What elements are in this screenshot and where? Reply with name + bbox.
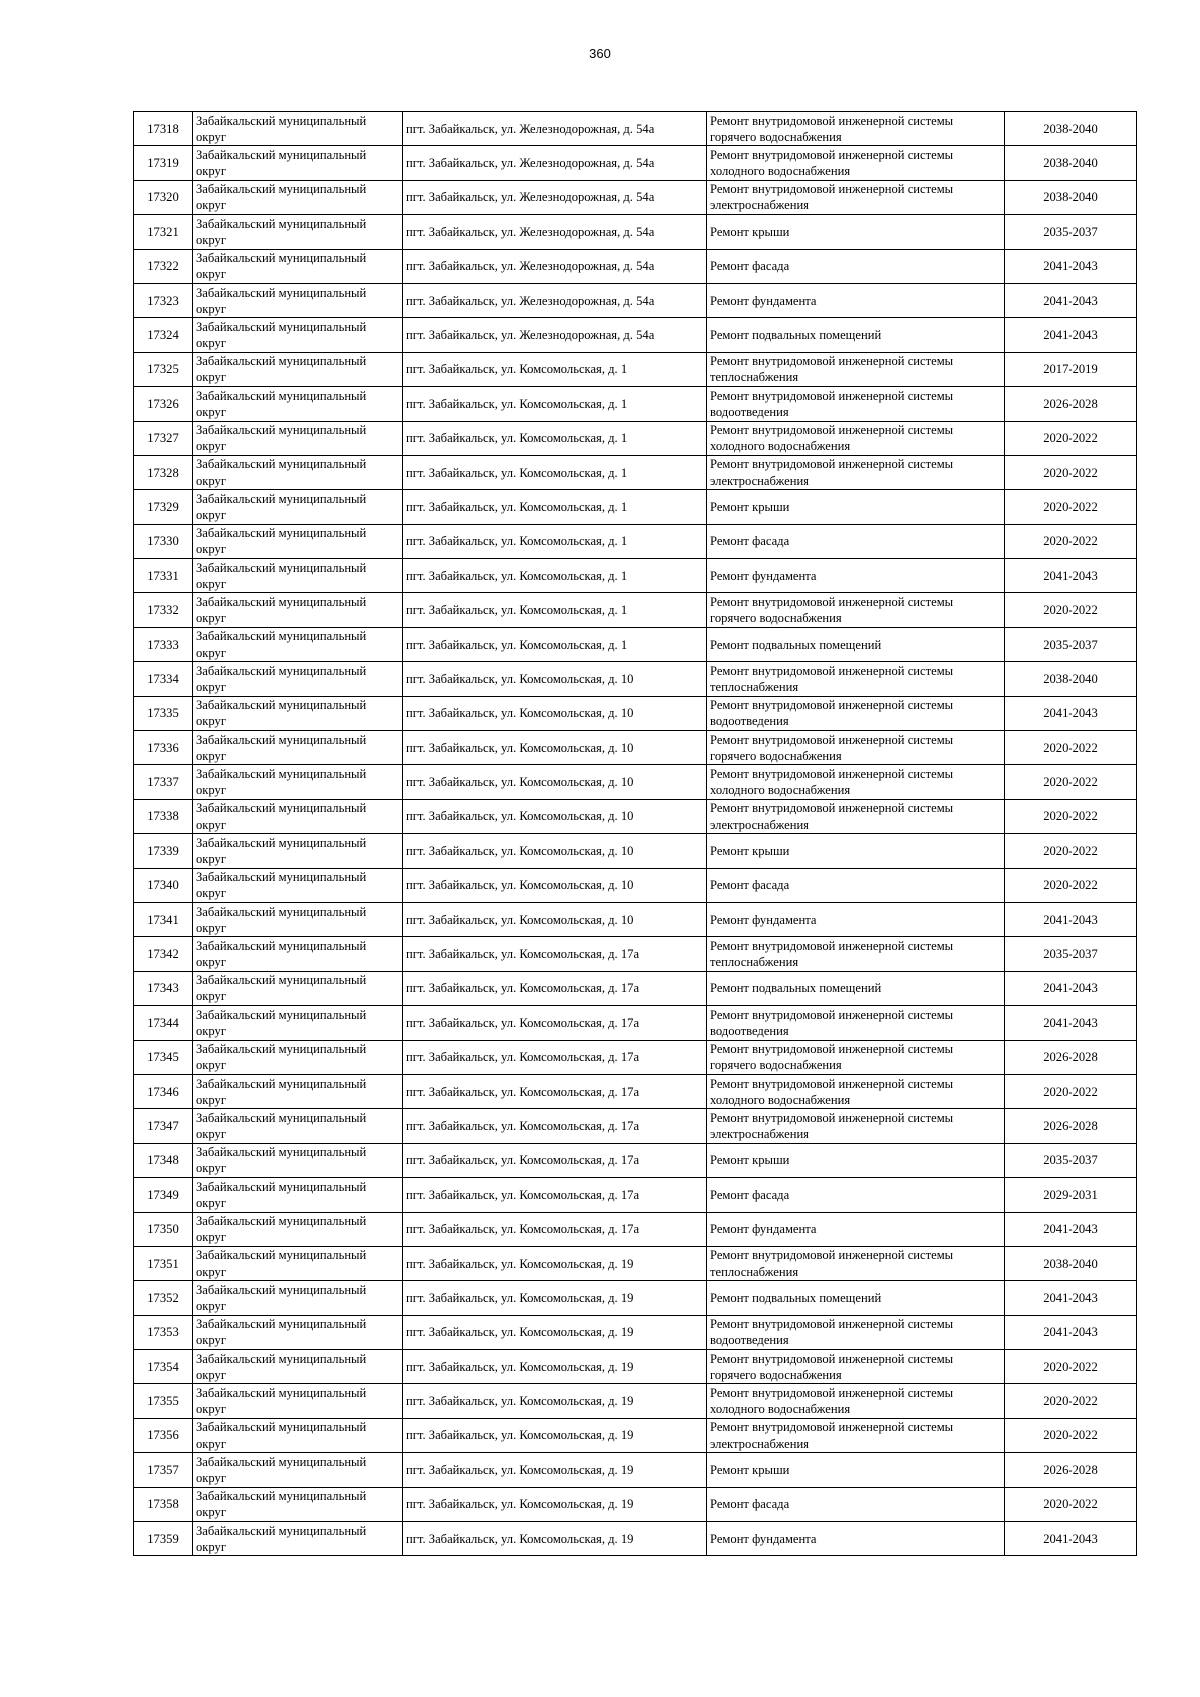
work-type-cell: Ремонт внутридомовой инженерной системы электроснабжения <box>707 1418 1005 1452</box>
table-row <box>134 971 1137 1005</box>
municipality-cell: Забайкальский муниципальный округ <box>193 1178 403 1212</box>
row-number-cell: 17347 <box>134 1109 193 1143</box>
work-type-cell: Ремонт внутридомовой инженерной системы холодного водоснабжения <box>707 765 1005 799</box>
address-cell: пгт. Забайкальск, ул. Комсомольская, д. 19 <box>403 1350 707 1384</box>
address-cell: пгт. Забайкальск, ул. Железнодорожная, д. 54а <box>403 249 707 283</box>
municipality-cell: Забайкальский муниципальный округ <box>193 1074 403 1108</box>
address-cell: пгт. Забайкальск, ул. Железнодорожная, д. 54а <box>403 146 707 180</box>
municipality-cell: Забайкальский муниципальный округ <box>193 1006 403 1040</box>
row-number-cell: 17332 <box>134 593 193 627</box>
municipality-cell: Забайкальский муниципальный округ <box>193 1143 403 1177</box>
work-type-cell: Ремонт крыши <box>707 1453 1005 1487</box>
work-type-cell: Ремонт фасада <box>707 1487 1005 1521</box>
work-type-cell: Ремонт внутридомовой инженерной системы холодного водоснабжения <box>707 146 1005 180</box>
address-cell: пгт. Забайкальск, ул. Комсомольская, д. 1 <box>403 593 707 627</box>
work-type-cell: Ремонт внутридомовой инженерной системы теплоснабжения <box>707 937 1005 971</box>
period-cell: 2041-2043 <box>1005 971 1137 1005</box>
work-type-cell: Ремонт внутридомовой инженерной системы холодного водоснабжения <box>707 1074 1005 1108</box>
address-cell: пгт. Забайкальск, ул. Комсомольская, д. 19 <box>403 1384 707 1418</box>
row-number-cell: 17355 <box>134 1384 193 1418</box>
period-cell: 2020-2022 <box>1005 455 1137 489</box>
municipality-cell: Забайкальский муниципальный округ <box>193 455 403 489</box>
address-cell: пгт. Забайкальск, ул. Комсомольская, д. 17а <box>403 1143 707 1177</box>
period-cell: 2041-2043 <box>1005 902 1137 936</box>
municipality-cell: Забайкальский муниципальный округ <box>193 868 403 902</box>
row-number-cell: 17341 <box>134 902 193 936</box>
table-row <box>134 318 1137 352</box>
repair-schedule-table <box>133 111 1137 1556</box>
address-cell: пгт. Забайкальск, ул. Комсомольская, д. 10 <box>403 868 707 902</box>
table-row <box>134 1074 1137 1108</box>
table-row <box>134 1040 1137 1074</box>
period-cell: 2020-2022 <box>1005 834 1137 868</box>
municipality-cell: Забайкальский муниципальный округ <box>193 593 403 627</box>
work-type-cell: Ремонт внутридомовой инженерной системы теплоснабжения <box>707 662 1005 696</box>
work-type-cell: Ремонт подвальных помещений <box>707 1281 1005 1315</box>
work-type-cell: Ремонт внутридомовой инженерной системы теплоснабжения <box>707 1246 1005 1280</box>
address-cell: пгт. Забайкальск, ул. Комсомольская, д. 10 <box>403 799 707 833</box>
period-cell: 2041-2043 <box>1005 1006 1137 1040</box>
period-cell: 2038-2040 <box>1005 180 1137 214</box>
address-cell: пгт. Забайкальск, ул. Комсомольская, д. 10 <box>403 765 707 799</box>
address-cell: пгт. Забайкальск, ул. Комсомольская, д. 19 <box>403 1315 707 1349</box>
municipality-cell: Забайкальский муниципальный округ <box>193 662 403 696</box>
address-cell: пгт. Забайкальск, ул. Комсомольская, д. 1 <box>403 387 707 421</box>
municipality-cell: Забайкальский муниципальный округ <box>193 490 403 524</box>
table-body <box>134 112 1137 1556</box>
row-number-cell: 17325 <box>134 352 193 386</box>
table-row <box>134 1178 1137 1212</box>
row-number-cell: 17335 <box>134 696 193 730</box>
period-cell: 2041-2043 <box>1005 318 1137 352</box>
table-row <box>134 524 1137 558</box>
row-number-cell: 17331 <box>134 559 193 593</box>
row-number-cell: 17320 <box>134 180 193 214</box>
municipality-cell: Забайкальский муниципальный округ <box>193 421 403 455</box>
period-cell: 2020-2022 <box>1005 1350 1137 1384</box>
row-number-cell: 17358 <box>134 1487 193 1521</box>
work-type-cell: Ремонт внутридомовой инженерной системы водоотведения <box>707 1315 1005 1349</box>
row-number-cell: 17321 <box>134 215 193 249</box>
row-number-cell: 17338 <box>134 799 193 833</box>
work-type-cell: Ремонт крыши <box>707 1143 1005 1177</box>
municipality-cell: Забайкальский муниципальный округ <box>193 559 403 593</box>
municipality-cell: Забайкальский муниципальный округ <box>193 834 403 868</box>
address-cell: пгт. Забайкальск, ул. Железнодорожная, д. 54а <box>403 215 707 249</box>
row-number-cell: 17334 <box>134 662 193 696</box>
period-cell: 2020-2022 <box>1005 799 1137 833</box>
period-cell: 2020-2022 <box>1005 1074 1137 1108</box>
work-type-cell: Ремонт внутридомовой инженерной системы горячего водоснабжения <box>707 1350 1005 1384</box>
table-row <box>134 387 1137 421</box>
row-number-cell: 17319 <box>134 146 193 180</box>
municipality-cell: Забайкальский муниципальный округ <box>193 1350 403 1384</box>
municipality-cell: Забайкальский муниципальный округ <box>193 524 403 558</box>
table-row <box>134 1315 1137 1349</box>
table-row <box>134 834 1137 868</box>
table-row <box>134 455 1137 489</box>
table-row <box>134 765 1137 799</box>
table-row <box>134 1522 1137 1556</box>
period-cell: 2026-2028 <box>1005 387 1137 421</box>
table-row <box>134 1006 1137 1040</box>
table-row <box>134 902 1137 936</box>
municipality-cell: Забайкальский муниципальный округ <box>193 1418 403 1452</box>
table-row <box>134 1212 1137 1246</box>
municipality-cell: Забайкальский муниципальный округ <box>193 283 403 317</box>
work-type-cell: Ремонт крыши <box>707 215 1005 249</box>
row-number-cell: 17328 <box>134 455 193 489</box>
table-row <box>134 180 1137 214</box>
address-cell: пгт. Забайкальск, ул. Комсомольская, д. 10 <box>403 662 707 696</box>
address-cell: пгт. Забайкальск, ул. Комсомольская, д. 1 <box>403 490 707 524</box>
work-type-cell: Ремонт подвальных помещений <box>707 971 1005 1005</box>
row-number-cell: 17343 <box>134 971 193 1005</box>
row-number-cell: 17359 <box>134 1522 193 1556</box>
address-cell: пгт. Забайкальск, ул. Комсомольская, д. 19 <box>403 1487 707 1521</box>
period-cell: 2026-2028 <box>1005 1109 1137 1143</box>
row-number-cell: 17350 <box>134 1212 193 1246</box>
work-type-cell: Ремонт фундамента <box>707 283 1005 317</box>
address-cell: пгт. Забайкальск, ул. Комсомольская, д. 10 <box>403 731 707 765</box>
period-cell: 2017-2019 <box>1005 352 1137 386</box>
address-cell: пгт. Забайкальск, ул. Комсомольская, д. 17а <box>403 1006 707 1040</box>
row-number-cell: 17322 <box>134 249 193 283</box>
period-cell: 2035-2037 <box>1005 1143 1137 1177</box>
municipality-cell: Забайкальский муниципальный округ <box>193 696 403 730</box>
period-cell: 2041-2043 <box>1005 1522 1137 1556</box>
table-row <box>134 490 1137 524</box>
period-cell: 2035-2037 <box>1005 215 1137 249</box>
address-cell: пгт. Забайкальск, ул. Комсомольская, д. 17а <box>403 1109 707 1143</box>
table-row <box>134 627 1137 661</box>
work-type-cell: Ремонт внутридомовой инженерной системы электроснабжения <box>707 1109 1005 1143</box>
row-number-cell: 17346 <box>134 1074 193 1108</box>
period-cell: 2038-2040 <box>1005 1246 1137 1280</box>
work-type-cell: Ремонт фундамента <box>707 559 1005 593</box>
row-number-cell: 17324 <box>134 318 193 352</box>
municipality-cell: Забайкальский муниципальный округ <box>193 627 403 661</box>
municipality-cell: Забайкальский муниципальный округ <box>193 971 403 1005</box>
municipality-cell: Забайкальский муниципальный округ <box>193 1281 403 1315</box>
table-row <box>134 352 1137 386</box>
address-cell: пгт. Забайкальск, ул. Комсомольская, д. 17а <box>403 1040 707 1074</box>
row-number-cell: 17345 <box>134 1040 193 1074</box>
municipality-cell: Забайкальский муниципальный округ <box>193 731 403 765</box>
row-number-cell: 17330 <box>134 524 193 558</box>
address-cell: пгт. Забайкальск, ул. Комсомольская, д. 10 <box>403 696 707 730</box>
table-row <box>134 662 1137 696</box>
row-number-cell: 17348 <box>134 1143 193 1177</box>
table-row <box>134 1453 1137 1487</box>
municipality-cell: Забайкальский муниципальный округ <box>193 387 403 421</box>
row-number-cell: 17333 <box>134 627 193 661</box>
row-number-cell: 17326 <box>134 387 193 421</box>
table-row <box>134 937 1137 971</box>
address-cell: пгт. Забайкальск, ул. Комсомольская, д. 1 <box>403 421 707 455</box>
work-type-cell: Ремонт фундамента <box>707 1212 1005 1246</box>
municipality-cell: Забайкальский муниципальный округ <box>193 1212 403 1246</box>
municipality-cell: Забайкальский муниципальный округ <box>193 318 403 352</box>
table-row <box>134 112 1137 146</box>
row-number-cell: 17318 <box>134 112 193 146</box>
row-number-cell: 17351 <box>134 1246 193 1280</box>
municipality-cell: Забайкальский муниципальный округ <box>193 249 403 283</box>
period-cell: 2038-2040 <box>1005 662 1137 696</box>
period-cell: 2020-2022 <box>1005 490 1137 524</box>
municipality-cell: Забайкальский муниципальный округ <box>193 352 403 386</box>
municipality-cell: Забайкальский муниципальный округ <box>193 902 403 936</box>
period-cell: 2020-2022 <box>1005 731 1137 765</box>
period-cell: 2020-2022 <box>1005 1384 1137 1418</box>
work-type-cell: Ремонт внутридомовой инженерной системы электроснабжения <box>707 799 1005 833</box>
work-type-cell: Ремонт внутридомовой инженерной системы горячего водоснабжения <box>707 593 1005 627</box>
address-cell: пгт. Забайкальск, ул. Комсомольская, д. 19 <box>403 1246 707 1280</box>
row-number-cell: 17339 <box>134 834 193 868</box>
table-row <box>134 799 1137 833</box>
page-number: 360 <box>589 46 611 61</box>
period-cell: 2020-2022 <box>1005 421 1137 455</box>
table-row <box>134 1418 1137 1452</box>
municipality-cell: Забайкальский муниципальный округ <box>193 180 403 214</box>
municipality-cell: Забайкальский муниципальный округ <box>193 1522 403 1556</box>
address-cell: пгт. Забайкальск, ул. Комсомольская, д. 1 <box>403 455 707 489</box>
work-type-cell: Ремонт внутридомовой инженерной системы теплоснабжения <box>707 352 1005 386</box>
municipality-cell: Забайкальский муниципальный округ <box>193 937 403 971</box>
municipality-cell: Забайкальский муниципальный округ <box>193 799 403 833</box>
work-type-cell: Ремонт внутридомовой инженерной системы водоотведения <box>707 1006 1005 1040</box>
table-row <box>134 283 1137 317</box>
table-row <box>134 1487 1137 1521</box>
period-cell: 2038-2040 <box>1005 112 1137 146</box>
period-cell: 2020-2022 <box>1005 593 1137 627</box>
work-type-cell: Ремонт фундамента <box>707 1522 1005 1556</box>
municipality-cell: Забайкальский муниципальный округ <box>193 1384 403 1418</box>
period-cell: 2029-2031 <box>1005 1178 1137 1212</box>
municipality-cell: Забайкальский муниципальный округ <box>193 146 403 180</box>
work-type-cell: Ремонт внутридомовой инженерной системы холодного водоснабжения <box>707 421 1005 455</box>
period-cell: 2035-2037 <box>1005 937 1137 971</box>
municipality-cell: Забайкальский муниципальный округ <box>193 765 403 799</box>
period-cell: 2041-2043 <box>1005 249 1137 283</box>
address-cell: пгт. Забайкальск, ул. Комсомольская, д. 17а <box>403 1178 707 1212</box>
row-number-cell: 17356 <box>134 1418 193 1452</box>
period-cell: 2041-2043 <box>1005 283 1137 317</box>
period-cell: 2020-2022 <box>1005 765 1137 799</box>
table-row <box>134 731 1137 765</box>
work-type-cell: Ремонт внутридомовой инженерной системы электроснабжения <box>707 180 1005 214</box>
municipality-cell: Забайкальский муниципальный округ <box>193 1109 403 1143</box>
table-row <box>134 696 1137 730</box>
period-cell: 2020-2022 <box>1005 1418 1137 1452</box>
address-cell: пгт. Забайкальск, ул. Комсомольская, д. 1 <box>403 524 707 558</box>
municipality-cell: Забайкальский муниципальный округ <box>193 1040 403 1074</box>
row-number-cell: 17323 <box>134 283 193 317</box>
address-cell: пгт. Забайкальск, ул. Комсомольская, д. 1 <box>403 559 707 593</box>
address-cell: пгт. Забайкальск, ул. Железнодорожная, д. 54а <box>403 283 707 317</box>
work-type-cell: Ремонт внутридомовой инженерной системы водоотведения <box>707 387 1005 421</box>
table-row <box>134 421 1137 455</box>
municipality-cell: Забайкальский муниципальный округ <box>193 1246 403 1280</box>
row-number-cell: 17329 <box>134 490 193 524</box>
table-row <box>134 1246 1137 1280</box>
address-cell: пгт. Забайкальск, ул. Комсомольская, д. 19 <box>403 1453 707 1487</box>
row-number-cell: 17340 <box>134 868 193 902</box>
table-row <box>134 559 1137 593</box>
row-number-cell: 17354 <box>134 1350 193 1384</box>
address-cell: пгт. Забайкальск, ул. Комсомольская, д. 19 <box>403 1281 707 1315</box>
address-cell: пгт. Забайкальск, ул. Комсомольская, д. 19 <box>403 1418 707 1452</box>
table-row <box>134 1143 1137 1177</box>
municipality-cell: Забайкальский муниципальный округ <box>193 1315 403 1349</box>
work-type-cell: Ремонт внутридомовой инженерной системы горячего водоснабжения <box>707 112 1005 146</box>
period-cell: 2041-2043 <box>1005 1315 1137 1349</box>
period-cell: 2026-2028 <box>1005 1453 1137 1487</box>
work-type-cell: Ремонт фасада <box>707 524 1005 558</box>
work-type-cell: Ремонт внутридомовой инженерной системы горячего водоснабжения <box>707 731 1005 765</box>
work-type-cell: Ремонт внутридомовой инженерной системы горячего водоснабжения <box>707 1040 1005 1074</box>
table-row <box>134 146 1137 180</box>
period-cell: 2026-2028 <box>1005 1040 1137 1074</box>
table-row <box>134 1350 1137 1384</box>
address-cell: пгт. Забайкальск, ул. Железнодорожная, д. 54а <box>403 180 707 214</box>
table-row <box>134 593 1137 627</box>
period-cell: 2041-2043 <box>1005 1212 1137 1246</box>
period-cell: 2020-2022 <box>1005 524 1137 558</box>
address-cell: пгт. Забайкальск, ул. Комсомольская, д. 17а <box>403 971 707 1005</box>
period-cell: 2041-2043 <box>1005 1281 1137 1315</box>
work-type-cell: Ремонт фасада <box>707 868 1005 902</box>
municipality-cell: Забайкальский муниципальный округ <box>193 112 403 146</box>
address-cell: пгт. Забайкальск, ул. Комсомольская, д. 10 <box>403 902 707 936</box>
row-number-cell: 17352 <box>134 1281 193 1315</box>
address-cell: пгт. Забайкальск, ул. Комсомольская, д. 19 <box>403 1522 707 1556</box>
row-number-cell: 17357 <box>134 1453 193 1487</box>
period-cell: 2041-2043 <box>1005 559 1137 593</box>
address-cell: пгт. Забайкальск, ул. Комсомольская, д. 17а <box>403 1212 707 1246</box>
address-cell: пгт. Забайкальск, ул. Комсомольская, д. 1 <box>403 352 707 386</box>
period-cell: 2038-2040 <box>1005 146 1137 180</box>
work-type-cell: Ремонт внутридомовой инженерной системы холодного водоснабжения <box>707 1384 1005 1418</box>
address-cell: пгт. Забайкальск, ул. Комсомольская, д. 17а <box>403 937 707 971</box>
municipality-cell: Забайкальский муниципальный округ <box>193 1453 403 1487</box>
table-row <box>134 868 1137 902</box>
work-type-cell: Ремонт подвальных помещений <box>707 627 1005 661</box>
row-number-cell: 17336 <box>134 731 193 765</box>
work-type-cell: Ремонт крыши <box>707 490 1005 524</box>
table-row <box>134 1109 1137 1143</box>
period-cell: 2035-2037 <box>1005 627 1137 661</box>
municipality-cell: Забайкальский муниципальный округ <box>193 215 403 249</box>
row-number-cell: 17349 <box>134 1178 193 1212</box>
work-type-cell: Ремонт внутридомовой инженерной системы водоотведения <box>707 696 1005 730</box>
row-number-cell: 17337 <box>134 765 193 799</box>
table-row <box>134 215 1137 249</box>
address-cell: пгт. Забайкальск, ул. Комсомольская, д. 10 <box>403 834 707 868</box>
table-row <box>134 1384 1137 1418</box>
period-cell: 2020-2022 <box>1005 1487 1137 1521</box>
row-number-cell: 17353 <box>134 1315 193 1349</box>
address-cell: пгт. Забайкальск, ул. Железнодорожная, д. 54а <box>403 112 707 146</box>
table-row <box>134 249 1137 283</box>
municipality-cell: Забайкальский муниципальный округ <box>193 1487 403 1521</box>
work-type-cell: Ремонт крыши <box>707 834 1005 868</box>
row-number-cell: 17344 <box>134 1006 193 1040</box>
address-cell: пгт. Забайкальск, ул. Железнодорожная, д. 54а <box>403 318 707 352</box>
address-cell: пгт. Забайкальск, ул. Комсомольская, д. 17а <box>403 1074 707 1108</box>
row-number-cell: 17327 <box>134 421 193 455</box>
table-row <box>134 1281 1137 1315</box>
row-number-cell: 17342 <box>134 937 193 971</box>
period-cell: 2020-2022 <box>1005 868 1137 902</box>
period-cell: 2041-2043 <box>1005 696 1137 730</box>
work-type-cell: Ремонт фундамента <box>707 902 1005 936</box>
work-type-cell: Ремонт фасада <box>707 1178 1005 1212</box>
work-type-cell: Ремонт фасада <box>707 249 1005 283</box>
work-type-cell: Ремонт подвальных помещений <box>707 318 1005 352</box>
address-cell: пгт. Забайкальск, ул. Комсомольская, д. 1 <box>403 627 707 661</box>
work-type-cell: Ремонт внутридомовой инженерной системы электроснабжения <box>707 455 1005 489</box>
